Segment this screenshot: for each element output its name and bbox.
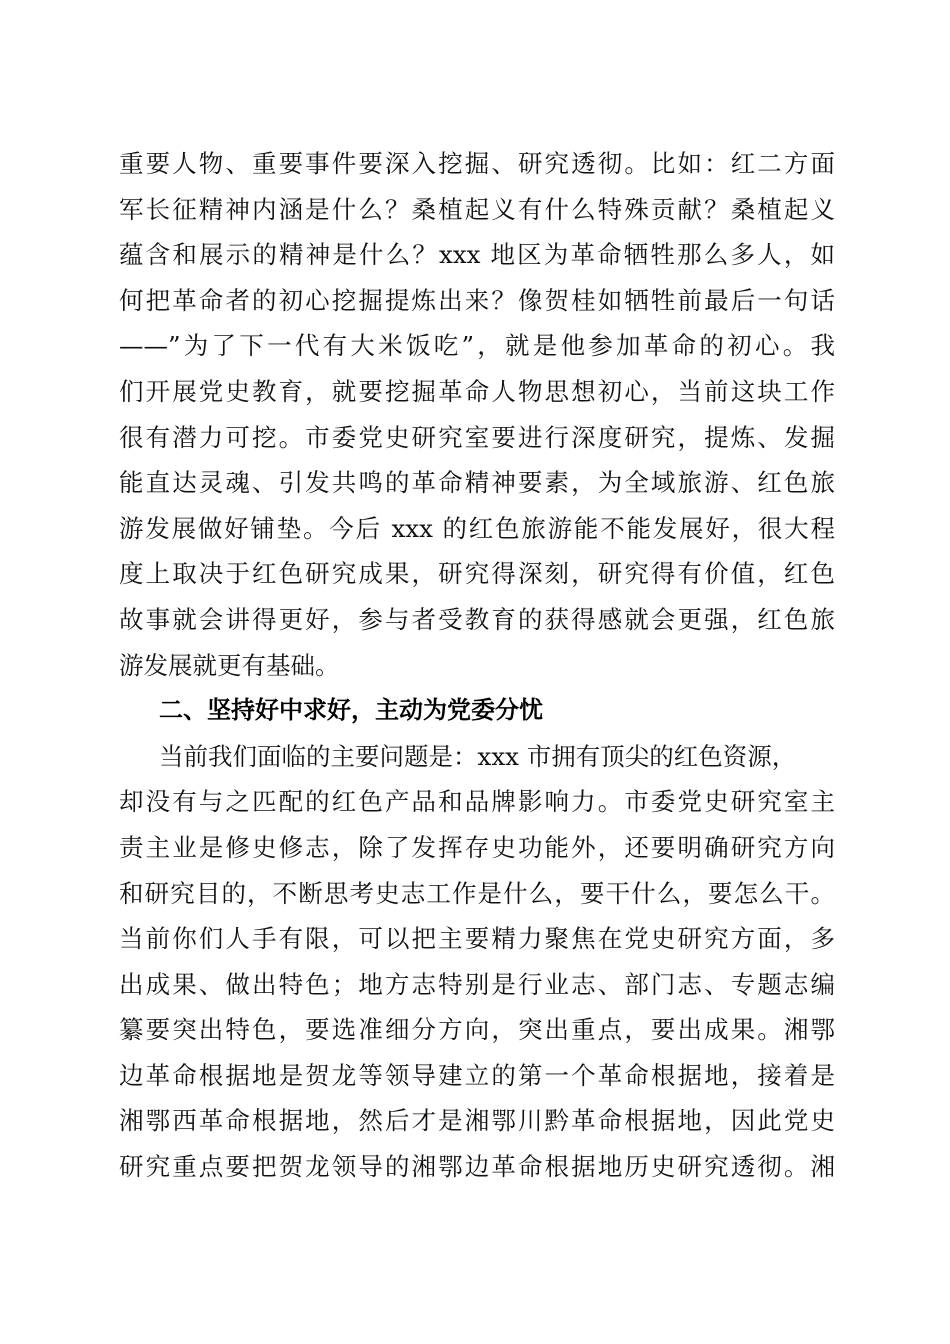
paragraph-1 bbox=[119, 141, 835, 688]
text-line: 何把革命者的初心挖掘提炼出来？像贺桂如牺牲前最后一句话 bbox=[119, 285, 835, 315]
text-line: 游发展做好铺垫。今后 xxx 的红色旅游能不能发展好，很大程 bbox=[119, 513, 835, 543]
text-line: 军长征精神内涵是什么？桑植起义有什么特殊贡献？桑植起义 bbox=[119, 194, 835, 224]
text-line: 边革命根据地是贺龙等领导建立的第一个革命根据地，接着是 bbox=[119, 1060, 835, 1090]
text-line: 游发展就更有基础。 bbox=[119, 650, 340, 680]
text-line: 和研究目的，不断思考史志工作是什么，要干什么，要怎么干。 bbox=[119, 878, 835, 908]
text-line: 度上取决于红色研究成果，研究得深刻，研究得有价值，红色 bbox=[119, 559, 835, 589]
text-line: 们开展党史教育，就要挖掘革命人物思想初心，当前这块工作 bbox=[119, 376, 835, 406]
paragraph-2 bbox=[119, 734, 835, 1190]
text-line: 很有潜力可挖。市委党史研究室要进行深度研究，提炼、发掘 bbox=[119, 422, 835, 452]
text-line: 蕴含和展示的精神是什么？xxx 地区为革命牺牲那么多人，如 bbox=[119, 240, 835, 270]
section-heading: 二、坚持好中求好，主动为党委分忧 bbox=[159, 696, 543, 725]
text-line: 当前我们面临的主要问题是：xxx 市拥有顶尖的红色资源， bbox=[159, 741, 797, 771]
text-line: 当前你们人手有限，可以把主要精力聚焦在党史研究方面，多 bbox=[119, 924, 835, 954]
text-line: 故事就会讲得更好，参与者受教育的获得感就会更强，红色旅 bbox=[119, 604, 835, 634]
text-line: 纂要突出特色，要选准细分方向，突出重点，要出成果。湘鄂 bbox=[119, 1015, 835, 1045]
text-line: 却没有与之匹配的红色产品和品牌影响力。市委党史研究室主 bbox=[119, 787, 835, 817]
text-line: 责主业是修史修志，除了发挥存史功能外，还要明确研究方向 bbox=[119, 832, 835, 862]
document-body bbox=[119, 141, 835, 1190]
text-line: 湘鄂西革命根据地，然后才是湘鄂川黔革命根据地，因此党史 bbox=[119, 1106, 835, 1136]
text-line: ——”为了下一代有大米饭吃”，就是他参加革命的初心。我 bbox=[119, 331, 835, 361]
text-line: 出成果、做出特色；地方志特别是行业志、部门志、专题志编 bbox=[119, 969, 835, 999]
text-line: 重要人物、重要事件要深入挖掘、研究透彻。比如：红二方面 bbox=[119, 149, 835, 178]
text-line: 研究重点要把贺龙领导的湘鄂边革命根据地历史研究透彻。湘 bbox=[119, 1152, 835, 1182]
text-line: 能直达灵魂、引发共鸣的革命精神要素，为全域旅游、红色旅 bbox=[119, 468, 835, 498]
